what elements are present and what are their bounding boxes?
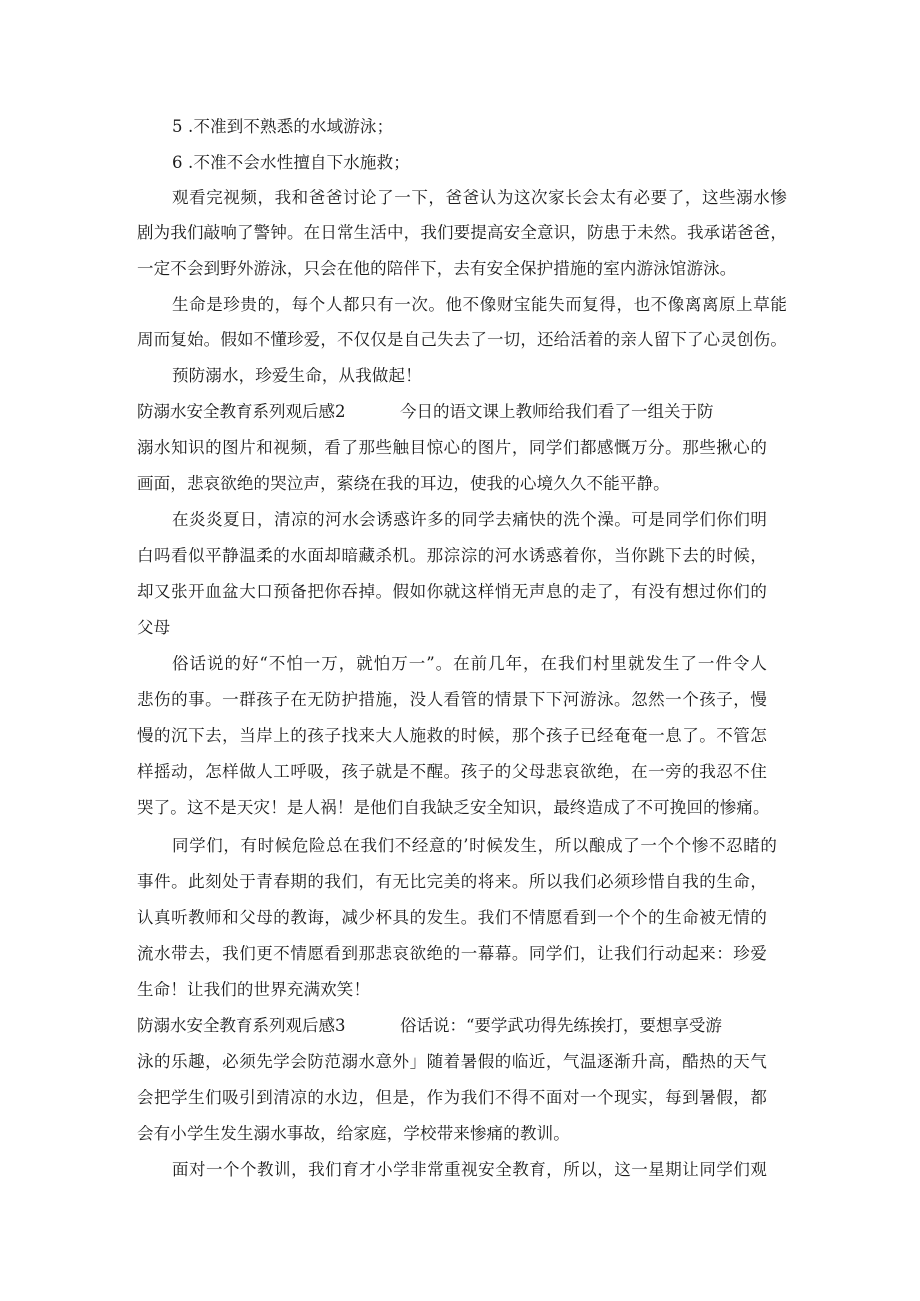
paragraph-line: 事件。此刻处于青春期的我们，有无比完美的将来。所以我们必须珍惜自我的生命， — [137, 872, 767, 891]
paragraph-line: 预防溺水，珍爱生命，从我做起！ — [172, 366, 422, 385]
paragraph-line: 面对一个个教训，我们育才小学非常重视安全教育，所以，这一星期让同学们观 — [172, 1160, 767, 1179]
paragraph-line: 生命！让我们的世界充满欢笑！ — [137, 980, 371, 999]
section-heading: 防溺水安全教育系列观后感3 — [137, 1016, 346, 1035]
paragraph-line: 俗话说的好“不怕一万，就怕万一”。在前几年，在我们村里就发生了一件令人 — [172, 654, 767, 673]
list-item: 5 .不准到不熟悉的水域游泳； — [172, 117, 394, 136]
paragraph-line: 样摇动，怎样做人工呼吸，孩子就是不醒。孩子的父母悲哀欲绝，在一旁的我忍不住 — [137, 762, 767, 781]
paragraph-line: 悲伤的事。一群孩子在无防护措施，没人看管的情景下下河游泳。忽然一个孩子，慢 — [137, 690, 767, 709]
paragraph-line: 白吗看似平静温柔的水面却暗藏杀机。那淙淙的河水诱惑着你，当你跳下去的时候， — [137, 546, 767, 565]
paragraph-line: 却又张开血盆大口预备把你吞掉。假如你就这样悄无声息的走了，有没有想过你们的 — [137, 582, 767, 601]
paragraph-line: 一定不会到野外游泳，只会在他的陪伴下，去有安全保护措施的室内游泳馆游泳。 — [137, 259, 737, 278]
paragraph-line: 溺水知识的图片和视频，看了那些触目惊心的图片，同学们都感慨万分。那些揪心的 — [137, 438, 767, 457]
paragraph-line: 俗话说：“要学武功得先练挨打，要想享受游 — [400, 1016, 722, 1035]
paragraph-line: 会把学生们吸引到清凉的水边，但是，作为我们不得不面对一个现实，每到暑假，都 — [137, 1088, 767, 1107]
paragraph-line: 观看完视频，我和爸爸讨论了一下，爸爸认为这次家长会太有必要了，这些溺水惨 — [172, 188, 787, 207]
paragraph-line: 泳的乐趣，必须先学会防范溺水意外」随着暑假的临近，气温逐渐升高，酷热的天气 — [137, 1052, 767, 1071]
paragraph-line: 剧为我们敲响了警钟。在日常生活中，我们要提高安全意识，防患于未然。我承诺爸爸， — [137, 223, 787, 242]
section-heading: 防溺水安全教育系列观后感2 — [137, 402, 346, 421]
paragraph-line: 今日的语文课上教师给我们看了一组关于防 — [400, 402, 714, 421]
paragraph-line: 哭了。这不是天灾！是人祸！是他们自我缺乏安全知识，最终造成了不可挽回的惨痛。 — [137, 798, 770, 817]
list-item: 6 .不准不会水性擅自下水施救； — [172, 153, 410, 172]
paragraph-line: 周而复始。假如不懂珍爱，不仅仅是自己失去了一切，还给活着的亲人留下了心灵创伤。 — [137, 330, 787, 349]
paragraph-line: 父母 — [137, 618, 171, 637]
paragraph-line: 在炎炎夏日，清凉的河水会诱惑许多的同学去痛快的洗个澡。可是同学们你们明 — [172, 510, 767, 529]
paragraph-line: 流水带去，我们更不情愿看到那悲哀欲绝的一幕幕。同学们，让我们行动起来：珍爱 — [137, 944, 767, 963]
paragraph-line: 同学们，有时候危险总在我们不经意的’时候发生，所以酿成了一个个惨不忍睹的 — [172, 836, 777, 855]
paragraph-line: 认真听教师和父母的教诲，减少杯具的发生。我们不情愿看到一个个的生命被无情的 — [137, 908, 767, 927]
paragraph-line: 会有小学生发生溺水事故，给家庭，学校带来惨痛的教训。 — [137, 1124, 570, 1143]
paragraph-line: 画面，悲哀欲绝的哭泣声，萦绕在我的耳边，使我的心境久久不能平静。 — [137, 474, 670, 493]
paragraph-line: 生命是珍贵的，每个人都只有一次。他不像财宝能失而复得，也不像离离原上草能 — [172, 295, 787, 314]
paragraph-line: 慢的沉下去，当岸上的孩子找来大人施救的时候，那个孩子已经奄奄一息了。不管怎 — [137, 726, 767, 745]
